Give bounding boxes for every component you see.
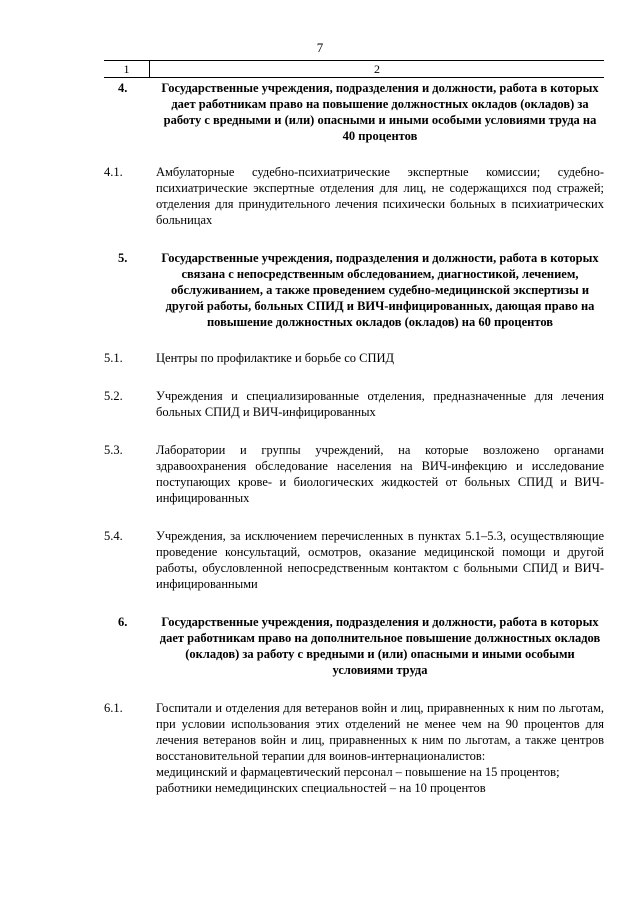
table-body [104,80,604,816]
row-text: Госпитали и отделения для ветеранов войн и лиц, приравненных к ним по льготам, при условии использования этих отделений не менее чем на 90 процентов для лечения ветеранов войн и лиц, приравненных к ним по льготам, а также центров восстановительной терапии для воинов-интернационалистов: [156,701,604,763]
page-number: 7 [316,40,324,55]
row-number: 5.4. [104,529,123,543]
table-row [104,350,604,366]
table-row [104,442,604,506]
row-text: Учреждения, за исключением перечисленных в пунктах 5.1–5.3, осуществляющие проведение консультаций, осмотров, оказание медицинской помощи и другой работы, обусловленной непосредственным контактом с больными СПИД и ВИЧ-инфицированными [156,529,604,591]
row-number: 5.2. [104,389,123,403]
row-number: 5. [118,251,128,265]
row-number: 6. [118,615,128,629]
row-text: Центры по профилактике и борьбе со СПИД [156,351,395,365]
row-text: Амбулаторные судебно-психиатрические экспертные комиссии; судебно-психиатрические экспертные отделения для лиц, не содержащихся под стражей; отделения для принудительного лечения психически больных в психиатрических больницах [156,165,604,227]
table-header-col-1: 1 [104,61,150,77]
row-number: 4.1. [104,165,123,179]
table-header-row [104,60,604,78]
table-row [104,250,604,330]
row-text: медицинский и фармацевтический персонал – повышение на 15 процентов; [156,765,560,779]
table-row [104,528,604,592]
row-number: 5.3. [104,443,123,457]
row-text-block [156,700,604,796]
table-row [104,388,604,420]
table-header-col-2: 2 [374,62,380,76]
section-heading: Государственные учреждения, подразделения и должности, работа в которых дает работникам право на дополнительное повышение должностных окладов (окладов) за работу с вредными и (или) опасными и иными особыми условиями труда [159,615,601,677]
row-number: 4. [118,81,128,95]
row-text: Учреждения и специализированные отделения, предназначенные для лечения больных СПИД и ВИЧ-инфицированных [156,389,604,419]
table-row [104,700,604,796]
section-heading: Государственные учреждения, подразделения и должности, работа в которых связана с непосредственным обследованием, диагностикой, лечением, обслуживанием, а также проведением судебно-медицинской экспертизы и другой работы, больных СПИД и ВИЧ-инфицированных, дающая право на повышение должностных окладов (окладов) на 60 процентов [161,251,599,329]
row-text: работники немедицинских специальностей – на 10 процентов [156,781,486,795]
row-number: 6.1. [104,701,123,715]
table-row [104,614,604,678]
section-heading: Государственные учреждения, подразделения и должности, работа в которых дает работникам право на повышение должностных окладов (окладов) за работу с вредными и (или) опасными и иными особыми условиями труда на 40 процентов [161,81,599,143]
row-number: 5.1. [104,351,123,365]
table-row [104,80,604,144]
table-row [104,164,604,228]
row-text: Лаборатории и группы учреждений, на которые возложено органами здравоохранения обследование населения на ВИЧ-инфекцию и исследование поступающих крове- и биологических жидкостей от больных СПИД и ВИЧ-инфицированных [156,443,604,505]
